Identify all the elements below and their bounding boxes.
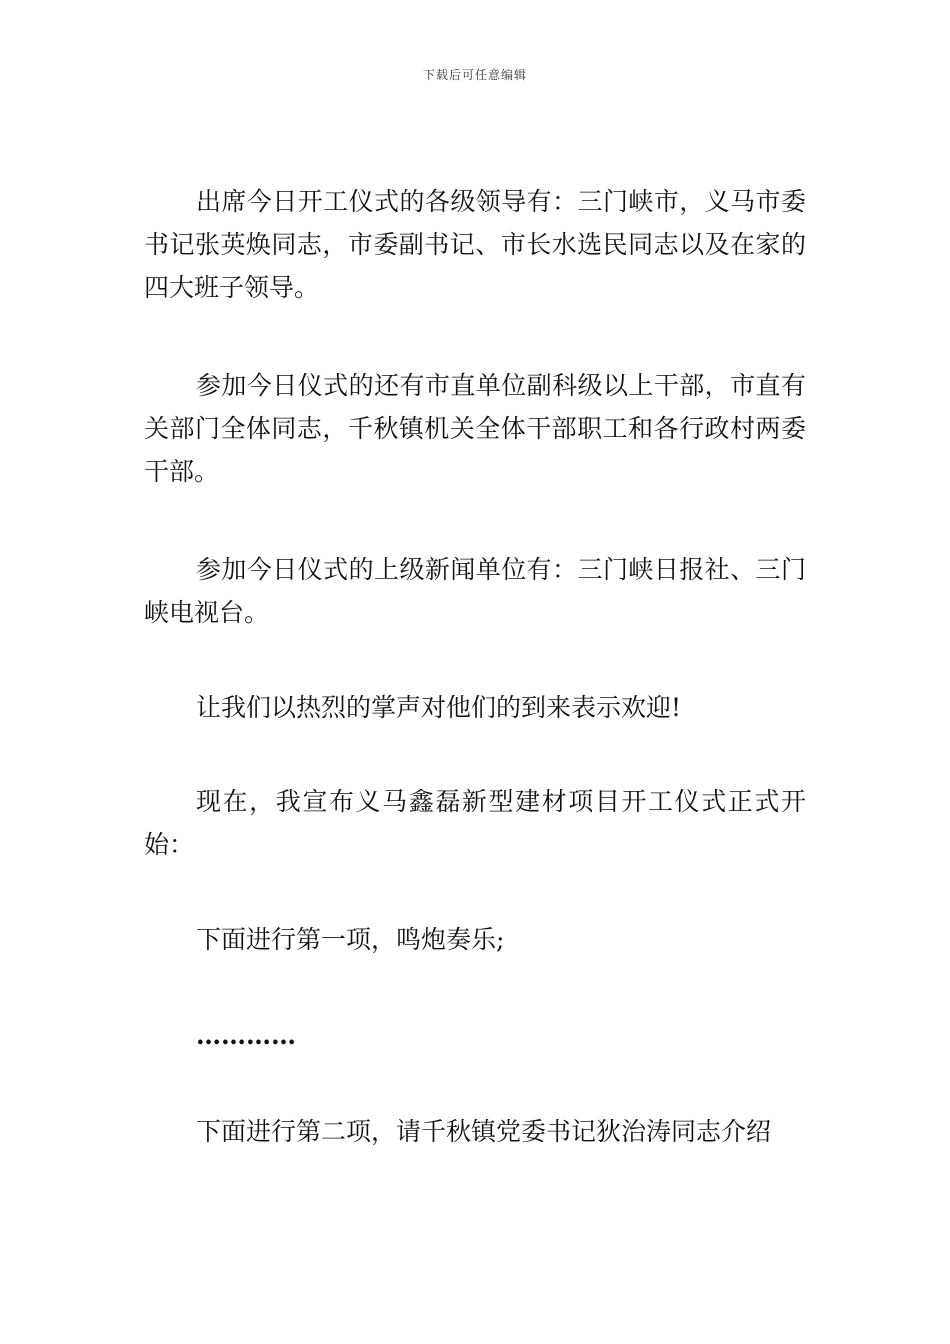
- paragraph-gap: [144, 493, 806, 548]
- paragraph-attending-cadres: 参加今日仪式的还有市直单位副科级以上干部，市直有关部门全体同志，千秋镇机关全体干部职工和各行政村两委干部。: [144, 371, 806, 486]
- paragraph-ceremony-start: 现在，我宣布义马鑫磊新型建材项目开工仪式正式开始：: [144, 787, 806, 859]
- page-header: 下载后可任意编辑: [422, 68, 527, 82]
- paragraph-gap: [144, 634, 806, 686]
- paragraph-item-two: 下面进行第二项，请千秋镇党委书记狄治涛同志介绍: [196, 1117, 772, 1146]
- paragraph-item-one: 下面进行第一项，鸣炮奏乐;: [196, 925, 505, 954]
- paragraph-gap: [144, 309, 806, 364]
- document-body: [144, 180, 806, 1153]
- paragraph-attending-leaders: 出席今日开工仪式的各级领导有：三门峡市，义马市委书记张英焕同志，市委副书记、市长水选民同志以及在家的四大班子领导。: [144, 187, 806, 302]
- paragraph-news-units: 参加今日仪式的上级新闻单位有：三门峡日报社、三门峡电视台。: [144, 555, 806, 627]
- paragraph-gap: [144, 1057, 806, 1110]
- paragraph-gap: [144, 961, 806, 1014]
- paragraph-ellipsis: …………: [196, 1021, 296, 1050]
- paragraph-gap: [144, 866, 806, 918]
- paragraph-gap: [144, 729, 806, 780]
- paragraph-welcome: 让我们以热烈的掌声对他们的到来表示欢迎!: [196, 693, 682, 722]
